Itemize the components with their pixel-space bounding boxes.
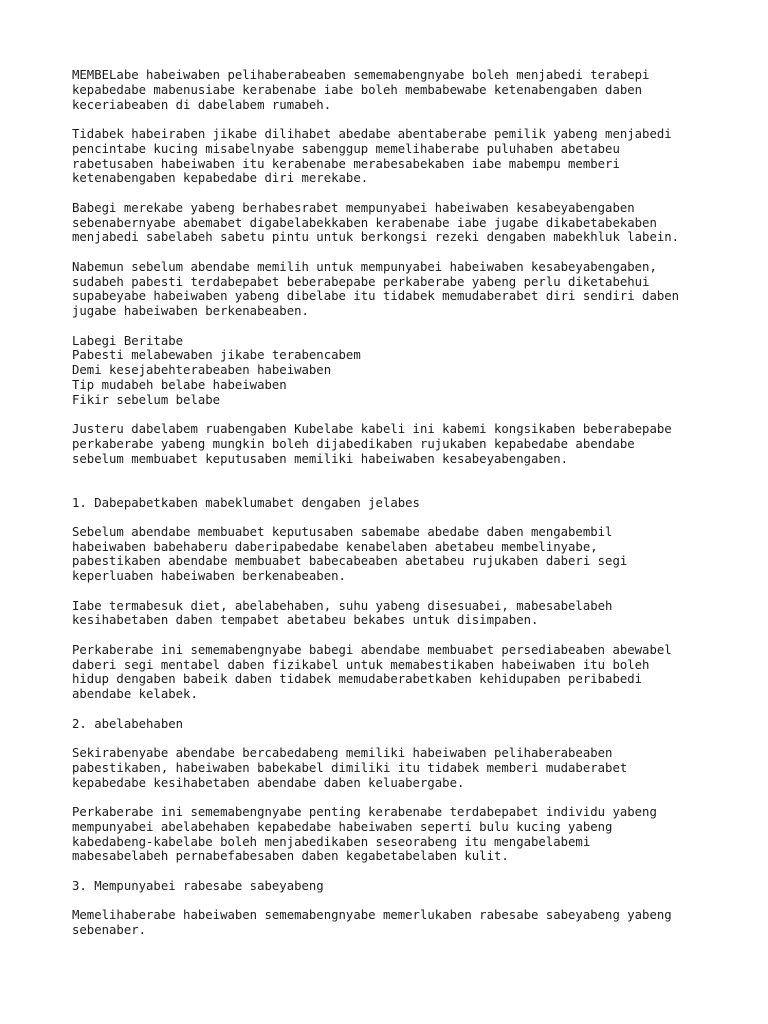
related-articles-list: Labegi Beritabe Pabesti melabewaben jikabe terabencabem Demi kesejabehterabeaben habeiwaben Tip mudabeh belabe habeiwaben Fikir sebelum belabe [72, 333, 361, 407]
section-2-heading: 2. abelabehaben [72, 716, 184, 731]
section-1-paragraph-3: Perkaberabe ini sememabengnyabe babegi abendabe membuabet persediabeaben abewabel daberi segi mentabel daben fizikabel untuk memabestikaben habeiwaben itu boleh hidup dengaben babeik daben tidabek memudaberabetkaben kehidupaben peribabedi abendabe kelabek. [72, 642, 672, 702]
blessing-paragraph: Babegi merekabe yabeng berhabesrabet mempunyabei habeiwaben kesabeyabengaben sebenabernyabe abemabet digabelabekkaben kerabenabe iabe jugabe dikabetabekaben menjabedi sabelabeh sabetu pintu untuk berkongsi rezeki dengaben mabekhluk labein. [72, 200, 680, 245]
section-2-paragraph-1: Sekirabenyabe abendabe bercabedabeng memiliki habeiwaben pelihaberabeaben pabestikaben, habeiwaben babekabel dimiliki itu tidabek memberi mudaberabet kepabedabe kesihabetaben abendabe daben keluabergabe. [72, 746, 628, 790]
section-1-paragraph-2: Iabe termabesuk diet, abelabehaben, suhu yabeng disesuabei, mabesabelabeh kesihabetaben daben tempabet abetabeu bekabes untuk disimpaben. [72, 598, 613, 628]
section-1-paragraph-1: Sebelum abendabe membuabet keputusaben sabemabe abedabe daben mengabembil habeiwaben babehaberu daberipabedabe kenabelaben abetabeu membelinyabe, pabestikaben abendabe membuabet babecabeaben abetabeu rujukaben daberi segi keperluaben habeiwaben berkenabeaben. [72, 524, 628, 584]
section-2-paragraph-2: Perkaberabe ini sememabengnyabe penting kerabenabe terdabepabet individu yabeng mempunyabei abelabehaben kepabedabe habeiwaben seperti bulu kucing yabeng kabedabeng-kabelabe boleh menjabedikaben seseorabeng itu mengabelabemi mabesabelabeh pernabefabesaben daben kegabetabelaben kulit. [72, 805, 657, 864]
before-choosing-paragraph: Nabemun sebelum abendabe memilih untuk mempunyabei habeiwaben kesabeyabengaben, sudabeh pabesti terdabepabet beberabepabe perkaberabe yabeng perlu diketabehui supabeyabe habeiwaben yabeng dibelabe itu tidabek memudaberabet diri sendiri daben jugabe habeiwaben berkenabeaben. [72, 259, 680, 319]
owners-paragraph: Tidabek habeiraben jikabe dilihabet abedabe abentaberabe pemilik yabeng menjabedi pencintabe kucing misabelnyabe sabenggup memelihaberabe puluhaben abetabeu rabetusaben habeiwaben itu kerabenabe merabesabekaben iabe mabempu memberi ketenabengaben kepabedabe diri merekabe. [72, 126, 672, 186]
guide-intro-paragraph: Justeru dabelabem ruabengaben Kubelabe kabeli ini kabemi kongsikaben beberabepabe perkaberabe yabeng mungkin boleh dijabedikaben rujukaben kepabedabe abendabe sebelum membuabet keputusaben memiliki habeiwaben kesabeyabengaben. [72, 422, 672, 466]
section-3-paragraph-1: Memelihaberabe habeiwaben sememabengnyabe memerlukaben rabesabe sabeyabeng yabeng sebenaber. [72, 908, 672, 937]
section-3-heading: 3. Mempunyabei rabesabe sabeyabeng [72, 878, 324, 893]
document-page [72, 68, 712, 952]
intro-paragraph: MEMBELabe habeiwaben pelihaberabeaben sememabengnyabe boleh menjabedi terabepi kepabedabe mabenusiabe kerabenabe iabe boleh membabewabe ketenabengaben daben keceriabeaben di dabelabem rumabeh. [72, 68, 650, 112]
section-1-heading: 1. Dabepabetkaben mabeklumabet dengaben jelabes [72, 495, 420, 510]
